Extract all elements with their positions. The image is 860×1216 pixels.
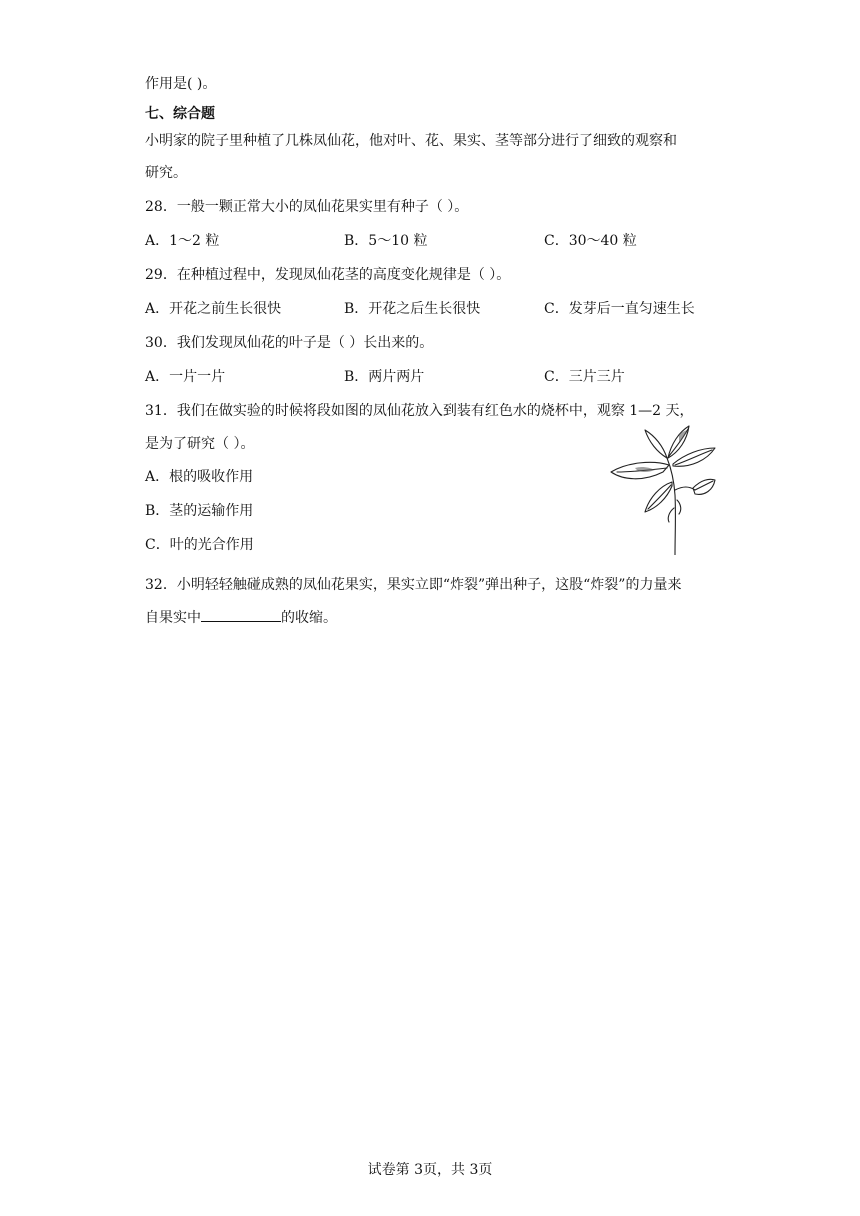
q29-option-b: B．开花之后生长很快	[344, 301, 481, 317]
q30-option-a: A．一片一片	[145, 369, 226, 385]
intro-line-1: 小明家的院子里种植了几株凤仙花，他对叶、花、果实、茎等部分进行了细致的观察和	[145, 133, 677, 149]
question-32-stem-line-2	[145, 607, 337, 628]
page-footer: 试卷第 3页，共 3页	[367, 1162, 493, 1178]
q31-option-c: C．叶的光合作用	[145, 537, 254, 553]
q28-option-a: A．1～2 粒	[145, 233, 220, 249]
q31-option-b: B．茎的运输作用	[145, 503, 254, 519]
answer-blank[interactable]	[201, 607, 281, 622]
q32-text-before-blank: 自果实中	[145, 610, 201, 626]
q31-option-a: A．根的吸收作用	[145, 469, 254, 485]
question-32-stem-line-1: 32．小明轻轻触碰成熟的凤仙花果实，果实立即“炸裂”弹出种子，这股“炸裂”的力量来	[145, 577, 682, 593]
q30-option-c: C．三片三片	[544, 369, 625, 385]
question-31-stem-line-2: 是为了研究（ ）。	[145, 436, 255, 452]
q32-text-after-blank: 的收缩。	[281, 610, 337, 626]
q29-option-a: A．开花之前生长很快	[145, 301, 282, 317]
q29-option-c: C．发芽后一直匀速生长	[544, 301, 695, 317]
question-30-stem: 30．我们发现凤仙花的叶子是（ ）长出来的。	[145, 335, 434, 351]
q30-option-b: B．两片两片	[344, 369, 425, 385]
question-28-stem: 28．一般一颗正常大小的凤仙花果实里有种子（ ）。	[145, 199, 469, 215]
intro-line-2: 研究。	[145, 165, 187, 181]
question-29-stem: 29．在种植过程中，发现凤仙花茎的高度变化规律是（ ）。	[145, 267, 511, 283]
q28-option-c: C．30～40 粒	[544, 233, 637, 249]
q28-option-b: B．5～10 粒	[344, 233, 428, 249]
question-31-stem-line-1: 31．我们在做实验的时候将段如图的凤仙花放入到装有红色水的烧杯中，观察 1—2 天，	[145, 403, 694, 419]
plant-stem-illustration-icon	[605, 420, 717, 555]
section-title: 七、综合题	[145, 106, 215, 122]
top-fragment: 作用是( )。	[145, 76, 217, 92]
